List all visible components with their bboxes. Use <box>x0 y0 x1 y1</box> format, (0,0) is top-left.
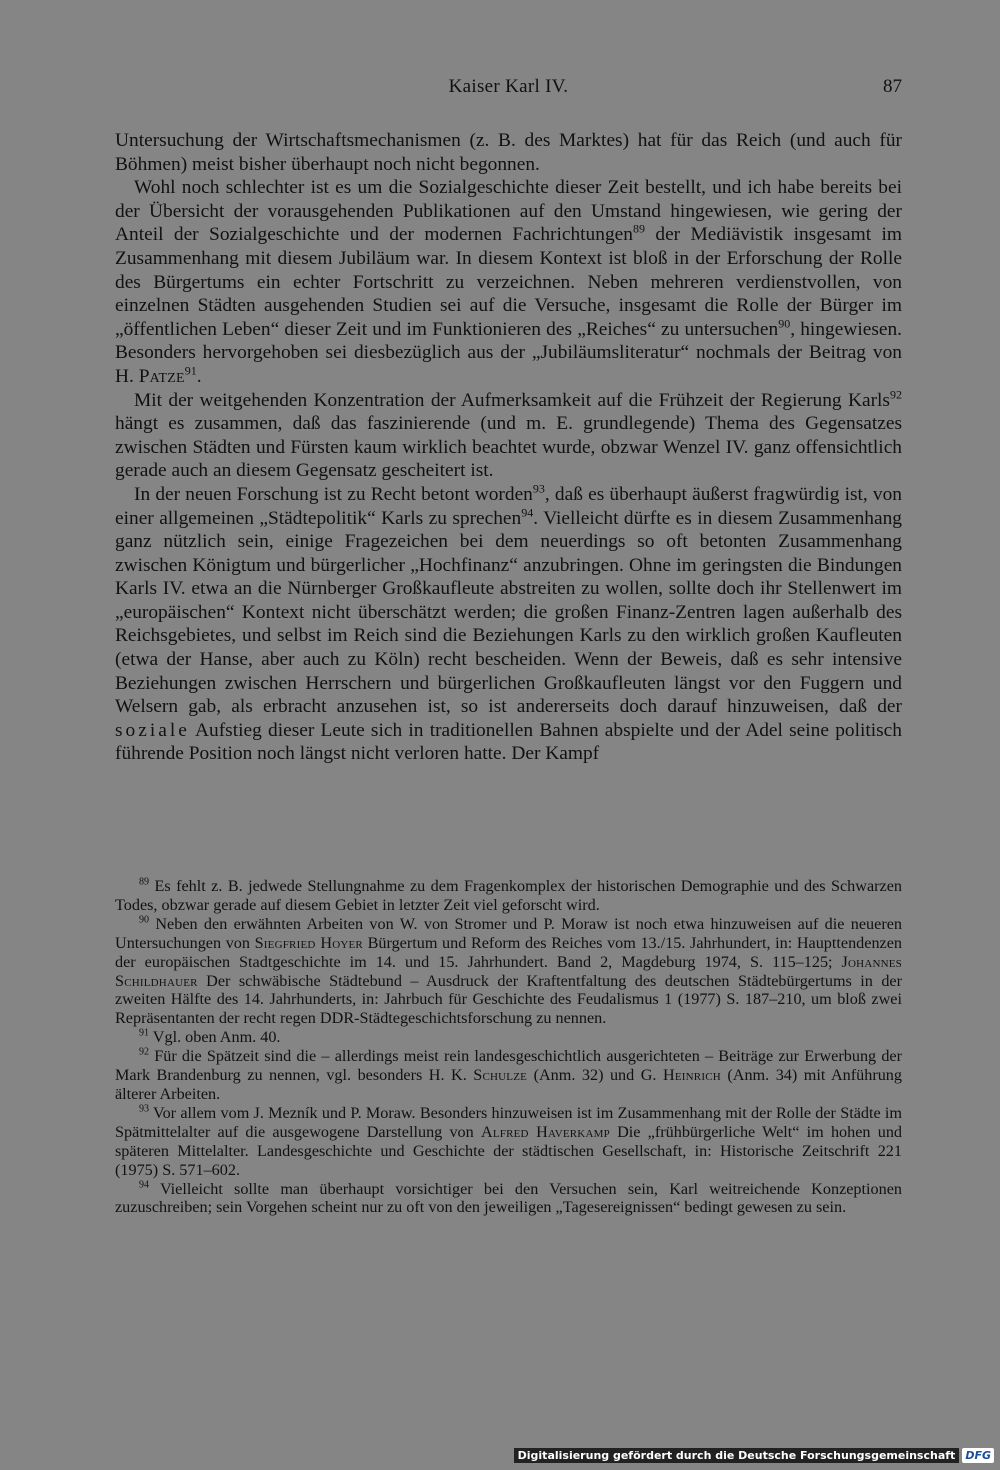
credit-text: Digitalisierung gefördert durch die Deutsche Forschungsgemeinschaft <box>514 1448 960 1463</box>
footnote-ref-89[interactable]: 89 <box>632 221 645 236</box>
footnote-number: 94 <box>139 1179 150 1191</box>
author-name: Siegfried Hoyer <box>254 933 363 952</box>
author-name: Johannes Schildhauer <box>115 952 902 990</box>
footnote-number: 90 <box>139 914 150 926</box>
footnote-ref-92[interactable]: 92 <box>889 387 902 402</box>
digitization-credit <box>514 1446 994 1464</box>
footnote-number: 89 <box>139 876 150 888</box>
paragraph-3: Mit der weitgehenden Konzentration der Aufmerksamkeit auf die Frühzeit der Regierung Karls$^{92}$ hängt es zusammen, daß das faszinierende (und m. E. grundlegende) Thema des Gegensatzes zwischen Städten und Fürsten kaum wirklich beachtet wurde, obzwar Wenzel IV. ganz offensichtlich gerade auch an diesem Gegensatz gescheitert ist. <box>115 387 902 482</box>
footnote-90: $^{90}$ Neben den erwähnten Arbeiten von W. von Stromer und P. Moraw ist noch etwa hinzuweisen auf die neueren Untersuchungen von Siegfried Hoyer Bürgertum und Reform des Reiches vom 13./15. Jahrhundert, in: Haupttendenzen der europäischen Stadtgeschichte im 14. und 15. Jahrhundert. Band 2, Magdeburg 1974, S. 115–125; Johannes Schildhauer Der schwäbische Städtebund – Ausdruck der Kraftentfaltung des deutschen Städtebürgertums in der zweiten Hälfte des 14. Jahrhunderts, in: Jahrbuch für Geschichte des Feudalismus 1 (1977) S. 187–210, um bloß zwei Repräsentanten der recht regen DDR-Städtegeschichtsforschung zu nennen. <box>115 914 903 1028</box>
author-name: Schulze <box>473 1066 528 1085</box>
footnote-ref-93[interactable]: 93 <box>532 481 545 496</box>
author-name: Heinrich <box>662 1066 721 1085</box>
running-title: Kaiser Karl IV. <box>448 76 569 97</box>
paragraph-1: Untersuchung der Wirtschaftsmechanismen (z. B. des Marktes) hat für das Reich (und auch für Böhmen) meist bisher überhaupt noch nicht begonnen. <box>115 130 902 175</box>
running-head <box>115 76 902 102</box>
emphasized-word: soziale <box>115 719 190 741</box>
dfg-logo-icon: DFG <box>962 1448 994 1463</box>
main-text <box>115 129 902 766</box>
footnote-ref-91[interactable]: 91 <box>184 363 197 378</box>
author-name: Alfred Haverkamp <box>480 1122 610 1141</box>
paragraph-4: In der neuen Forschung ist zu Recht betont worden$^{93}$, daß es überhaupt äußerst fragwürdig ist, von einer allgemeinen „Städtepolitik“ Karls zu sprechen$^{94}$. Vielleicht dürfte es in diesem Zusammenhang ganz nützlich sein, einige Fragezeichen bei dem neuerdings so oft betonten Zusammenhang zwischen Königtum und bürgerlicher „Hochfinanz“ anzubringen. Ohne im geringsten die Bindungen Karls IV. etwa an die Nürnberger Großkaufleute abstreiten zu wollen, sollte doch ihr Stellenwert im „europäischen“ Kontext nicht überschätzt werden; die großen Finanz-Zentren lagen außerhalb des Reichsgebietes, und selbst im Reich sind die Beziehungen Karls zu den wirklich großen Kaufleuten (etwa der Hanse, aber auch zu Köln) recht bescheiden. Wenn der Beweis, daß es sehr intensive Beziehungen zwischen Herrschern und bürgerlichen Großkaufleuten längst vor den Fuggern und Welsern gab, als erbracht anzusehen ist, so ist andererseits doch darauf hinzuweisen, daß der soziale Aufstieg dieser Leute sich in traditionellen Bahnen abspielte und der Adel seine politisch führende Position noch längst nicht verloren hatte. Der Kampf <box>115 481 903 765</box>
footnote-number: 92 <box>139 1046 150 1058</box>
footnote-91: $^{91}$ Vgl. oben Anm. 40. <box>139 1027 281 1047</box>
footnote-89: $^{89}$ Es fehlt z. B. jedwede Stellungnahme zu dem Fragenkomplex der historischen Demographie und des Schwarzen Todes, obzwar gerade auf diesem Gebiet in letzter Zeit viel geforscht wird. <box>115 876 902 914</box>
paragraph-2: Wohl noch schlechter ist es um die Sozialgeschichte dieser Zeit bestellt, und ich habe bereits bei der Übersicht der vorausgehenden Publikationen auf den Umstand hingewiesen, wie gering der Anteil der Sozialgeschichte und der modernen Fachrichtungen$^{89}$ der Mediävistik insgesamt im Zusammenhang mit diesem Jubiläum war. In diesem Kontext ist bloß in der Erforschung der Rolle des Bürgertums ein echter Fortschritt zu verzeichnen. Neben mehreren verdienstvollen, von einzelnen Städten ausgehenden Studien sei auf die Versuche, insgesamt die Rolle der Bürger im „öffentlichen Leben“ dieser Zeit und im Funktionieren des „Reiches“ zu untersuchen$^{90}$, hingewiesen. Besonders hervorgehoben sei diesbezüglich aus der „Jubiläumsliteratur“ nochmals der Beitrag von H. Patze$^{91}$. <box>115 177 903 387</box>
author-name: Patze <box>138 365 185 387</box>
footnote-number: 93 <box>139 1103 150 1115</box>
footnote-94: $^{94}$ Vielleicht sollte man überhaupt vorsichtiger bei den Versuchen sein, Karl weitreichende Konzeptionen zuzuschreiben; sein Vorgehen scheint nur zu oft von den jeweiligen „Tagesereignissen“ bedingt gewesen zu sein. <box>115 1179 902 1217</box>
footnote-ref-90[interactable]: 90 <box>778 316 791 331</box>
footnote-92: $^{92}$ Für die Spätzeit sind die – allerdings meist rein landesgeschichtlich ausgerichteten – Beiträge zur Erwerbung der Mark Brandenburg zu nennen, vgl. besonders H. K. Schulze (Anm. 32) und G. Heinrich (Anm. 34) mit Anführung älterer Arbeiten. <box>115 1046 902 1103</box>
page-number: 87 <box>883 76 902 97</box>
footnote-ref-94[interactable]: 94 <box>521 505 534 520</box>
footnote-93: $^{93}$ Vor allem vom J. Mezník und P. Moraw. Besonders hinzuweisen ist im Zusammenhang mit der Rolle der Städte im Spätmittelalter auf die ausgewogene Darstellung von Alfred Haverkamp Die „frühbürgerliche Welt“ im hohen und späteren Mittelalter. Landesgeschichte und Geschichte der städtischen Gesellschaft, in: Historische Zeitschrift 221 (1975) S. 571–602. <box>115 1103 903 1179</box>
footnote-number: 91 <box>139 1027 150 1039</box>
footnotes <box>115 877 902 1217</box>
